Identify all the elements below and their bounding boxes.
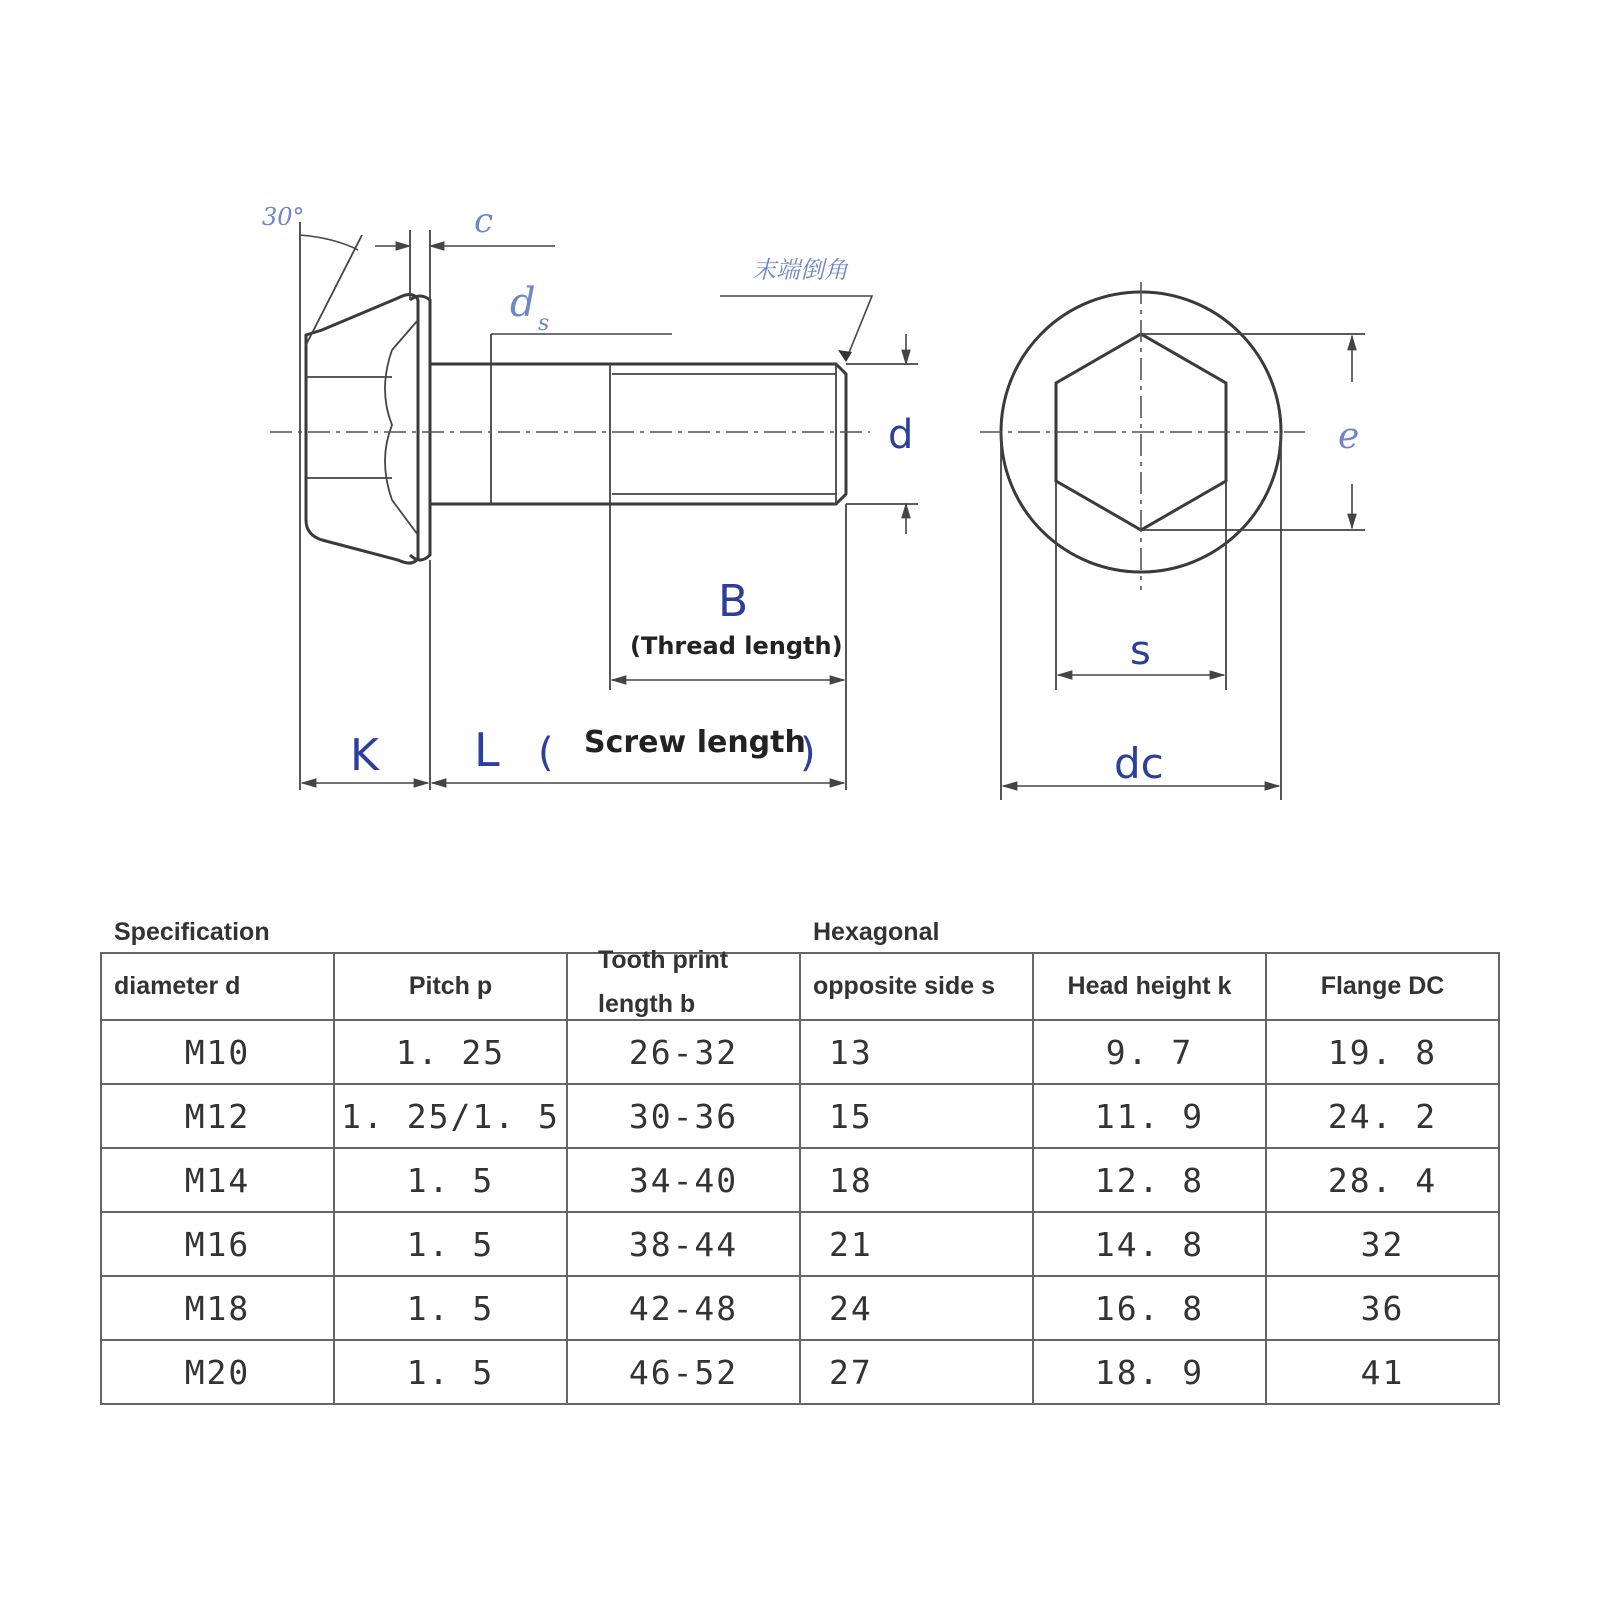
e-label: e [1338,416,1360,457]
ds-subscript: s [538,311,550,336]
chamfer-note: 末端倒角 [752,256,848,284]
angle-leg [306,235,362,345]
d-label: d [888,412,914,458]
screw-length-label: Screw length [584,725,806,760]
bolt-side-view [262,201,918,790]
header-head-height: Head height k [1033,953,1266,1020]
head-height-cell: 11. 9 [1033,1084,1266,1148]
angle-label: 30° [262,203,305,231]
hex-side-cell: 27 [800,1340,1033,1404]
header-spec-top: Specification [114,918,270,946]
header-tooth-bottom: length b [598,990,696,1018]
flange-cell: 28. 4 [1266,1148,1499,1212]
screw-length-close-paren: ) [800,730,816,776]
header-hex-side [800,918,1033,1020]
table-row [101,1340,1499,1404]
spec-table [100,918,1500,1405]
pitch-cell: 1. 25 [334,1020,567,1084]
hex-head-outline [306,294,418,563]
head-height-cell: 16. 8 [1033,1276,1266,1340]
flange-cell: 24. 2 [1266,1084,1499,1148]
flange-cell: 19. 8 [1266,1020,1499,1084]
spec-cell: M12 [101,1084,334,1148]
tooth-length-cell: 38-44 [567,1212,800,1276]
flange-cell: 32 [1266,1212,1499,1276]
hex-side-cell: 18 [800,1148,1033,1212]
table-row [101,1212,1499,1276]
tooth-length-cell: 46-52 [567,1340,800,1404]
spec-cell: M20 [101,1340,334,1404]
header-spec-diameter [101,918,334,1020]
hex-side-cell: 15 [800,1084,1033,1148]
spec-cell: M18 [101,1276,334,1340]
flange-cell: 41 [1266,1340,1499,1404]
header-spec-bottom: diameter d [114,972,241,1000]
hex-side-cell: 24 [800,1276,1033,1340]
head-height-cell: 18. 9 [1033,1340,1266,1404]
hex-side-cell: 13 [800,1020,1033,1084]
angle-arc [300,235,358,250]
header-tooth-top: Tooth print [598,946,729,974]
tooth-length-cell: 42-48 [567,1276,800,1340]
header-hex-bottom: opposite side s [813,972,995,1000]
header-tooth-length [567,946,800,1020]
bolt-end-view [980,282,1365,800]
table-row [101,1020,1499,1084]
tooth-length-cell: 34-40 [567,1148,800,1212]
spec-cell: M10 [101,1020,334,1084]
flange-cell: 36 [1266,1276,1499,1340]
tooth-length-cell: 30-36 [567,1084,800,1148]
table-row [101,1276,1499,1340]
header-hex-top: Hexagonal [813,918,940,946]
hex-side-cell: 21 [800,1212,1033,1276]
table-row [101,1148,1499,1212]
spec-cell: M16 [101,1212,334,1276]
tooth-length-cell: 26-32 [567,1020,800,1084]
c-label: c [474,201,494,241]
shank-outline [430,364,846,504]
pitch-cell: 1. 5 [334,1276,567,1340]
ds-label: d [510,280,536,326]
chamfer-leader [720,296,872,360]
table-body [101,1020,1499,1404]
head-height-cell: 9. 7 [1033,1020,1266,1084]
head-height-cell: 12. 8 [1033,1148,1266,1212]
header-pitch: Pitch p [334,953,567,1020]
pitch-cell: 1. 5 [334,1148,567,1212]
screw-length-open-paren: ( [538,730,554,776]
s-label: s [1130,628,1151,674]
thread-length-label: (Thread length) [630,632,843,660]
head-height-cell: 14. 8 [1033,1212,1266,1276]
l-label: L [474,723,500,777]
dc-label: dc [1114,739,1164,788]
table-header-row [101,953,1499,1020]
spec-cell: M14 [101,1148,334,1212]
b-label: B [718,576,749,627]
header-flange: Flange DC [1266,953,1499,1020]
chamfer-arrowhead [838,350,852,362]
hex-head-facets [306,320,418,535]
flange-outline [410,296,430,560]
table-row [101,1084,1499,1148]
k-label: K [350,730,379,781]
pitch-cell: 1. 5 [334,1212,567,1276]
pitch-cell: 1. 25/1. 5 [334,1084,567,1148]
pitch-cell: 1. 5 [334,1340,567,1404]
